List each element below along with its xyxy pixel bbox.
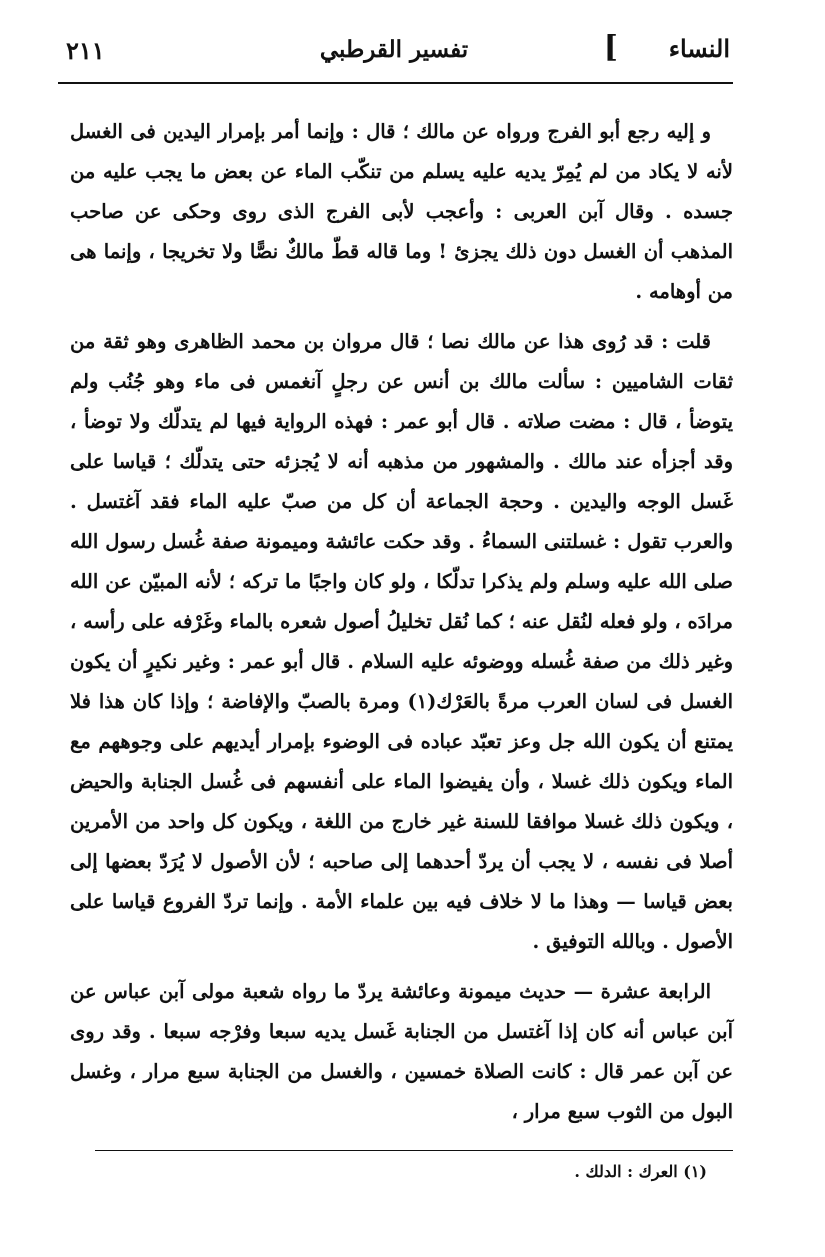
main-text <box>70 112 733 1132</box>
footnote: (١) العرك : الدلك . <box>574 1162 707 1181</box>
paragraph-1: و إليه رجع أبو الفرج ورواه عن مالك ؛ قال : وإنما أمر بإمرار اليدين فى الغسل لأنه لا يكاد من لم يُمِرّ يديه عليه يسلم من تنكّب الماء عن بعض ما يجب عليه من جسده . وقال آبن العربى : وأعجب لأبى الفرج الذى روى وحكى عن صاحب المذهب أن الغسل دون ذلك يجزئ ! وما قاله قطّ مالكٌ نصًّا ولا تخريجا ، وإنما هى من أوهامه . <box>70 120 733 303</box>
page-header <box>58 28 730 80</box>
footnote-divider <box>95 1150 733 1151</box>
paragraph-3: الرابعة عشرة — حديث ميمونة وعائشة يردّ ما رواه شعبة مولى آبن عباس عن آبن عباس أنه كان إذا آغتسل من الجنابة غَسل يديه سبعا وفرْجه سبعا . وقد روى عن آبن عمر قال : كانت الصلاة خمسين ، والغسل من الجنابة سبع مرار ، وغسل البول من الثوب سبع مرار ، <box>70 980 733 1123</box>
book-title: تفسير القرطبي <box>319 36 469 63</box>
paragraph-2: قلت : قد رُوى هذا عن مالك نصا ؛ قال مروان بن محمد الظاهرى وهو ثقة من ثقات الشاميين : سألت مالك بن أنس عن رجلٍ آنغمس فى ماء وهو جُنُب ولم يتوضأ ، قال : مضت صلاته . قال أبو عمر : فهذه الرواية فيها لم يتدلّك ولا توضأ ، وقد أجزأه عند مالك . والمشهور من مذهبه أنه لا يُجزئه حتى يتدلّك ؛ قياسا على غَسل الوجه واليدين . وحجة الجماعة أن كل من صبّ عليه الماء فقد آغتسل . والعرب تقول : غسلتنى السماءُ . وقد حكت عائشة وميمونة صفة غُسل رسول الله صلى الله عليه وسلم ولم يذكرا تدلّكا ، ولو كان واجبًا ما تركه ؛ لأنه المبيّن عن الله مرادَه ، ولو فعله لنُقل عنه ؛ كما نُقل تخليلُ أصول شعره بالماء وغَرْفه على رأسه ، وغير ذلك من صفة غُسله ووضوئه عليه السلام . قال أبو عمر : وغير نكيرٍ أن يكون الغسل فى لسان العرب مرةً بالعَرْك(١) ومرة بالصبّ والإفاضة ؛ وإذا كان هذا فلا يمتنع أن يكون الله جل وعز تعبّد عباده فى الوضوء بإمرار أيديهم على وجوههم مع الماء ويكون ذلك غسلا ، وأن يفيضوا الماء على أنفسهم فى غُسل الجنابة والحيض ، ويكون ذلك غسلا موافقا للسنة غير خارج من اللغة ، ويكون كل واحد من الأمرين أصلا فى نفسه ، لا يجب أن يردّ أحدهما إلى صاحبه ؛ لأن الأصول لا يُرَدّ بعضها إلى بعض قياسا — وهذا ما لا خلاف فيه بين علماء الأمة . وإنما تردّ الفروع قياسا على الأصول . وبالله التوفيق . <box>70 330 733 953</box>
surah-title: النساء <box>668 34 730 63</box>
page-number: ٢١١ <box>66 36 105 65</box>
header-bracket: ] <box>603 30 618 65</box>
header-divider <box>58 82 733 84</box>
